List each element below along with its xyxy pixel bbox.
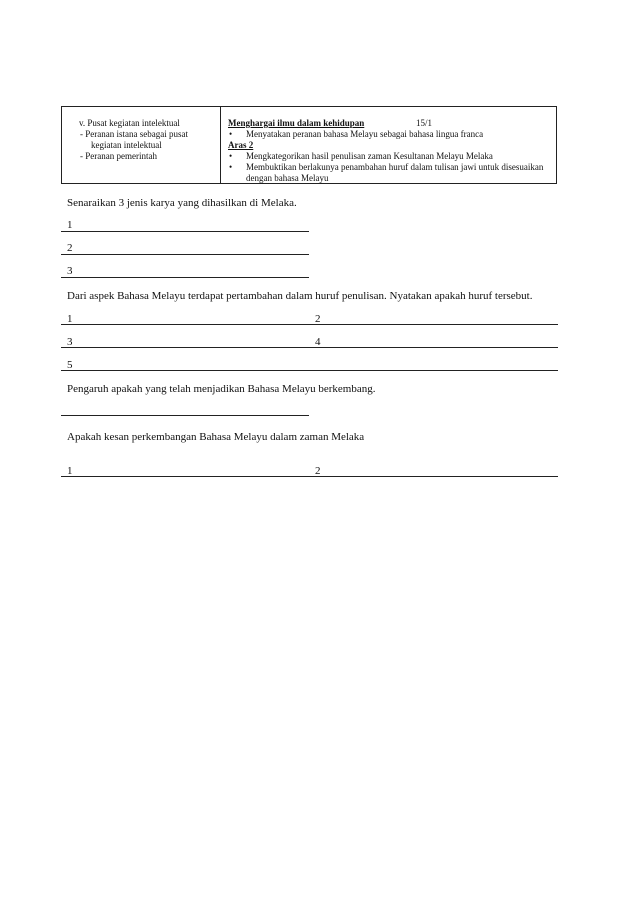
topic-line: - Peranan istana sebagai pusat bbox=[80, 129, 188, 139]
topic-line: - Peranan pemerintah bbox=[80, 151, 157, 161]
objective-table bbox=[61, 106, 557, 184]
answer-number: 1 bbox=[67, 313, 73, 325]
objective-text: Menyatakan peranan bahasa Melayu sebagai bahasa lingua franca bbox=[246, 129, 484, 139]
bullet-icon: • bbox=[229, 162, 233, 172]
answer-number: 1 bbox=[67, 465, 73, 477]
answer-line[interactable] bbox=[61, 476, 558, 477]
level-heading: Aras 2 bbox=[228, 140, 254, 150]
answer-line[interactable] bbox=[61, 254, 309, 255]
value-heading: Menghargai ilmu dalam kehidupan bbox=[228, 118, 365, 128]
answer-line[interactable] bbox=[61, 231, 309, 232]
section-code: 15/1 bbox=[416, 118, 433, 128]
question-3: Pengaruh apakah yang telah menjadikan Bahasa Melayu berkembang. bbox=[67, 383, 376, 395]
answer-line[interactable] bbox=[61, 277, 309, 278]
answer-number: 2 bbox=[315, 313, 321, 325]
bullet-icon: • bbox=[229, 129, 233, 139]
objective-bullet bbox=[228, 129, 556, 140]
question-4: Apakah kesan perkembangan Bahasa Melayu dalam zaman Melaka bbox=[67, 431, 365, 443]
objective-heading-row bbox=[228, 118, 556, 129]
answer-number: 2 bbox=[315, 465, 321, 477]
objective-text: Mengkategorikan hasil penulisan zaman Kesultanan Melayu Melaka bbox=[246, 151, 493, 161]
objective-text: dengan bahasa Melayu bbox=[246, 173, 329, 183]
objective-text: Membuktikan berlakunya penambahan huruf dalam tulisan jawi untuk disesuaikan bbox=[246, 162, 544, 172]
answer-line[interactable] bbox=[61, 324, 558, 325]
answer-line[interactable] bbox=[61, 415, 309, 416]
objectives-cell bbox=[221, 107, 556, 183]
answer-number: 4 bbox=[315, 336, 321, 348]
objective-bullet bbox=[228, 151, 556, 162]
question-1: Senaraikan 3 jenis karya yang dihasilkan di Melaka. bbox=[67, 197, 297, 209]
answer-number: 2 bbox=[67, 242, 73, 254]
answer-number: 3 bbox=[67, 336, 73, 348]
answer-number: 1 bbox=[67, 219, 73, 231]
answer-line[interactable] bbox=[61, 347, 558, 348]
question-2: Dari aspek Bahasa Melayu terdapat pertambahan dalam huruf penulisan. Nyatakan apakah huruf tersebut. bbox=[67, 290, 533, 302]
objective-bullet bbox=[228, 162, 556, 173]
topic-cell bbox=[62, 107, 221, 183]
answer-line[interactable] bbox=[61, 370, 558, 371]
objective-bullet-continuation bbox=[228, 173, 556, 184]
topic-line: kegiatan intelektual bbox=[91, 140, 162, 150]
answer-number: 3 bbox=[67, 265, 73, 277]
bullet-icon: • bbox=[229, 151, 233, 161]
topic-line: v. Pusat kegiatan intelektual bbox=[79, 118, 180, 128]
answer-number: 5 bbox=[67, 359, 73, 371]
